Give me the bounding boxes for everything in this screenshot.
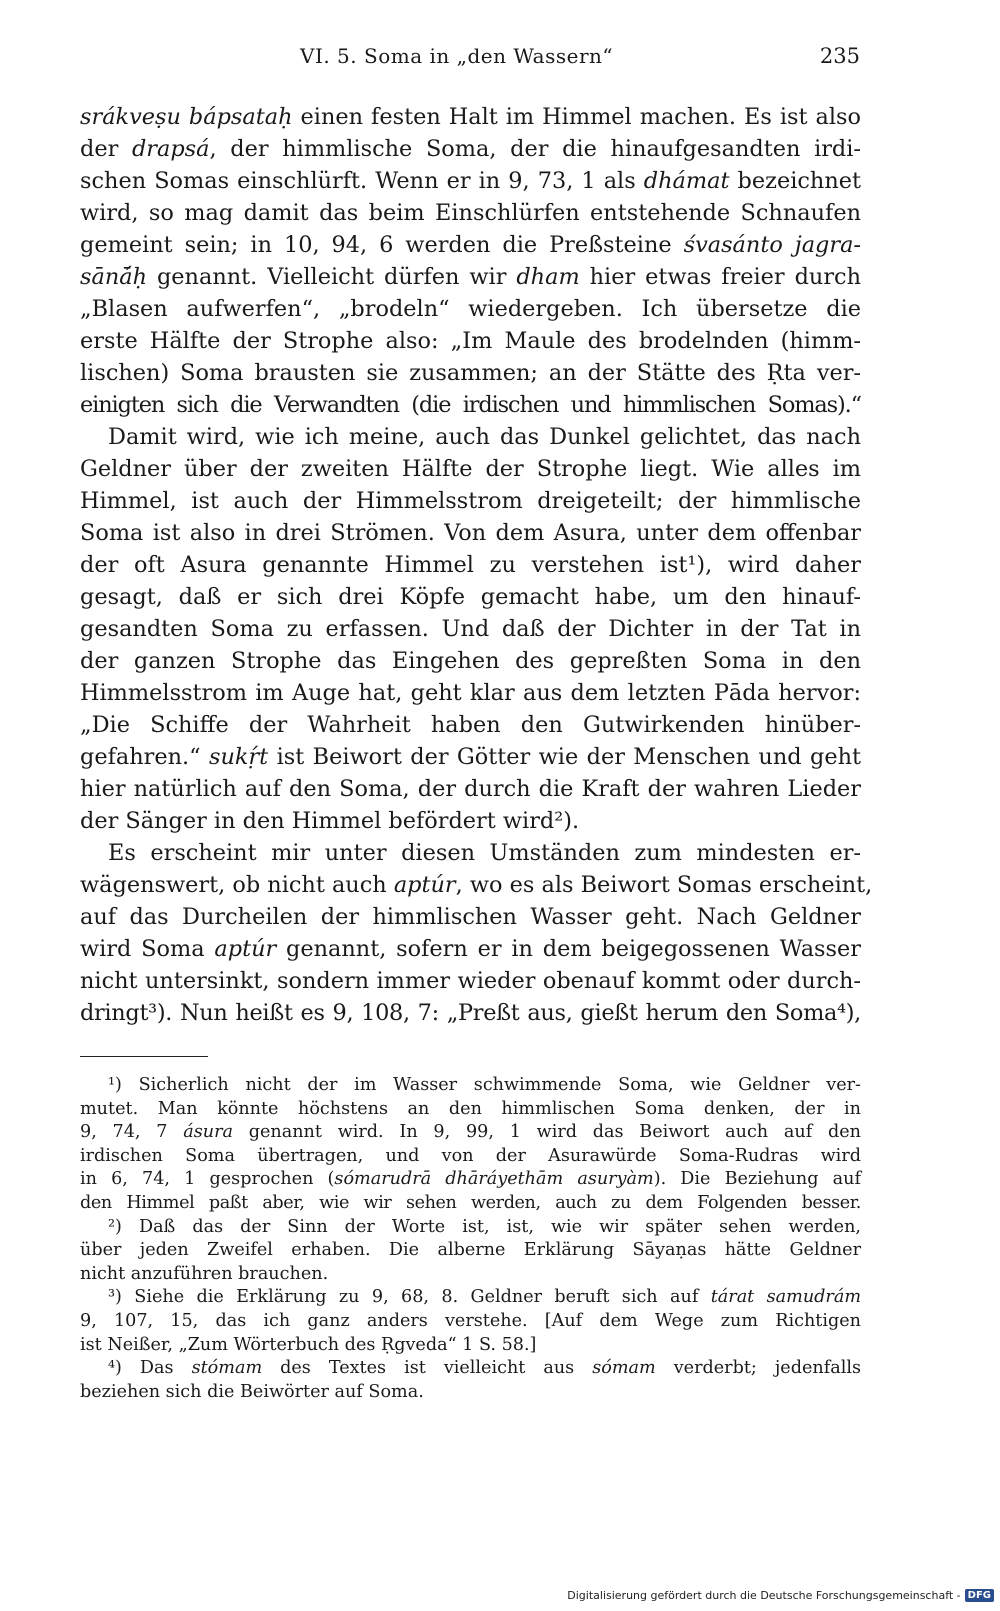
footnote-line: ⁴) Das stómam des Textes ist vielleicht aus sómam verderbt; jedenfalls (108, 1358, 862, 1379)
text-line: wägenswert, ob nicht auch aptúr, wo es als Beiwort Somas erscheint, (80, 872, 873, 898)
text-line: srákveṣu bápsataḥ einen festen Halt im Himmel machen. Es ist also (80, 104, 861, 130)
text-line: hier natürlich auf den Soma, der durch die Kraft der wahren Lieder (80, 776, 861, 802)
text-line: der ganzen Strophe das Eingehen des gepreßten Soma in den (80, 648, 861, 674)
page-number: 235 (819, 44, 860, 68)
text-line: dringt³). Nun heißt es 9, 108, 7: „Preßt aus, gießt herum den Soma⁴), (80, 1000, 861, 1026)
text-line: Geldner über der zweiten Hälfte der Strophe liegt. Wie alles im (80, 456, 861, 482)
text-line: gesandten Soma zu erfassen. Und daß der Dichter in der Tat in (80, 616, 861, 642)
text-line: Soma ist also in drei Strömen. Von dem Asura, unter dem offenbar (80, 520, 861, 546)
text-line: „Blasen aufwerfen“, „brodeln“ wiedergeben. Ich übersetze die (80, 296, 861, 322)
text-line: nicht untersinkt, sondern immer wieder obenauf kommt oder durch- (80, 968, 861, 994)
text-line: auf das Durcheilen der himmlischen Wasser geht. Nach Geldner (80, 904, 861, 930)
footnote-line: über jeden Zweifel erhaben. Die alberne Erklärung Sāyaṇas hätte Geldner (80, 1240, 861, 1261)
text-line: wird, so mag damit das beim Einschlürfen entstehende Schnaufen (80, 200, 861, 226)
text-line: Himmelsstrom im Auge hat, geht klar aus dem letzten Pāda hervor: (80, 680, 861, 706)
dfg-logo: DFG (965, 1589, 994, 1602)
main-text (80, 101, 873, 1029)
digitization-credit (567, 1585, 994, 1605)
footnote-line: 9, 107, 15, das ich ganz anders verstehe. [Auf dem Wege zum Richtigen (80, 1310, 861, 1331)
footnote-line: beziehen sich die Beiwörter auf Soma. (80, 1381, 424, 1402)
footnote-line: in 6, 74, 1 gesprochen (sómarudrā dhāráyethām asuryàm). Die Beziehung auf (80, 1169, 861, 1190)
credit-text: Digitalisierung gefördert durch die Deutsche Forschungsgemeinschaft - (567, 1588, 961, 1602)
text-line: der oft Asura genannte Himmel zu verstehen ist¹), wird daher (80, 552, 861, 578)
text-line: Himmel, ist auch der Himmelsstrom dreigeteilt; der himmlische (80, 488, 861, 514)
running-title: VI. 5. Soma in „den Wassern“ (300, 44, 614, 68)
footnote-rule (80, 1056, 208, 1057)
footnote-line: den Himmel paßt aber, wie wir sehen werden, auch zu dem Folgenden besser. (80, 1192, 861, 1213)
text-line: schen Somas einschlürft. Wenn er in 9, 73, 1 als dhámat bezeichnet (80, 168, 861, 194)
footnote-line: 9, 74, 7 ásura genannt wird. In 9, 99, 1 wird das Beiwort auch auf den (80, 1122, 861, 1143)
footnote-line: irdischen Soma übertragen, und von der Asurawürde Soma-Rudras wird (80, 1145, 861, 1166)
text-line: Damit wird, wie ich meine, auch das Dunkel gelichtet, das nach (108, 424, 861, 450)
text-line: wird Soma aptúr genannt, sofern er in dem beigegossenen Wasser (80, 936, 861, 962)
text-line: einigten sich die Verwandten (die irdischen und himmlischen Somas).“ (80, 392, 861, 418)
footnote-line: ³) Siehe die Erklärung zu 9, 68, 8. Geldner beruft sich auf tárat samudrám (108, 1287, 861, 1308)
text-line: gefahren.“ sukṛ́t ist Beiwort der Götter wie der Menschen und geht (80, 744, 861, 770)
text-line: gemeint sein; in 10, 94, 6 werden die Preßsteine śvasánto jagra- (80, 232, 862, 258)
footnote-line: ist Neißer, „Zum Wörterbuch des Ṛgveda“ 1 S. 58.] (80, 1334, 537, 1355)
running-header (80, 44, 860, 74)
footnote-line: nicht anzuführen brauchen. (80, 1263, 329, 1284)
text-line: gesagt, daß er sich drei Köpfe gemacht habe, um den hinauf- (80, 584, 861, 610)
footnote-line: ¹) Sicherlich nicht der im Wasser schwimmende Soma, wie Geldner ver- (108, 1075, 861, 1095)
text-line: erste Hälfte der Strophe also: „Im Maule des brodelnden (himm- (80, 328, 861, 354)
text-line: „Die Schiffe der Wahrheit haben den Gutwirkenden hinüber- (80, 712, 861, 738)
footnote-line: ²) Daß das der Sinn der Worte ist, ist, wie wir später sehen werden, (108, 1216, 861, 1237)
text-line: lischen) Soma brausten sie zusammen; an der Stätte des Ṛta ver- (80, 360, 861, 386)
footnote-line: mutet. Man könnte höchstens an den himmlischen Soma denken, der in (80, 1098, 861, 1119)
text-line: sānā́ḥ genannt. Vielleicht dürfen wir dham hier etwas freier durch (80, 264, 861, 290)
text-line: der drapsá, der himmlische Soma, der die hinaufgesandten irdi- (80, 136, 861, 162)
footnotes (80, 1074, 861, 1404)
text-line: Es erscheint mir unter diesen Umständen zum mindesten er- (108, 840, 861, 866)
text-line: der Sänger in den Himmel befördert wird²). (80, 808, 580, 834)
